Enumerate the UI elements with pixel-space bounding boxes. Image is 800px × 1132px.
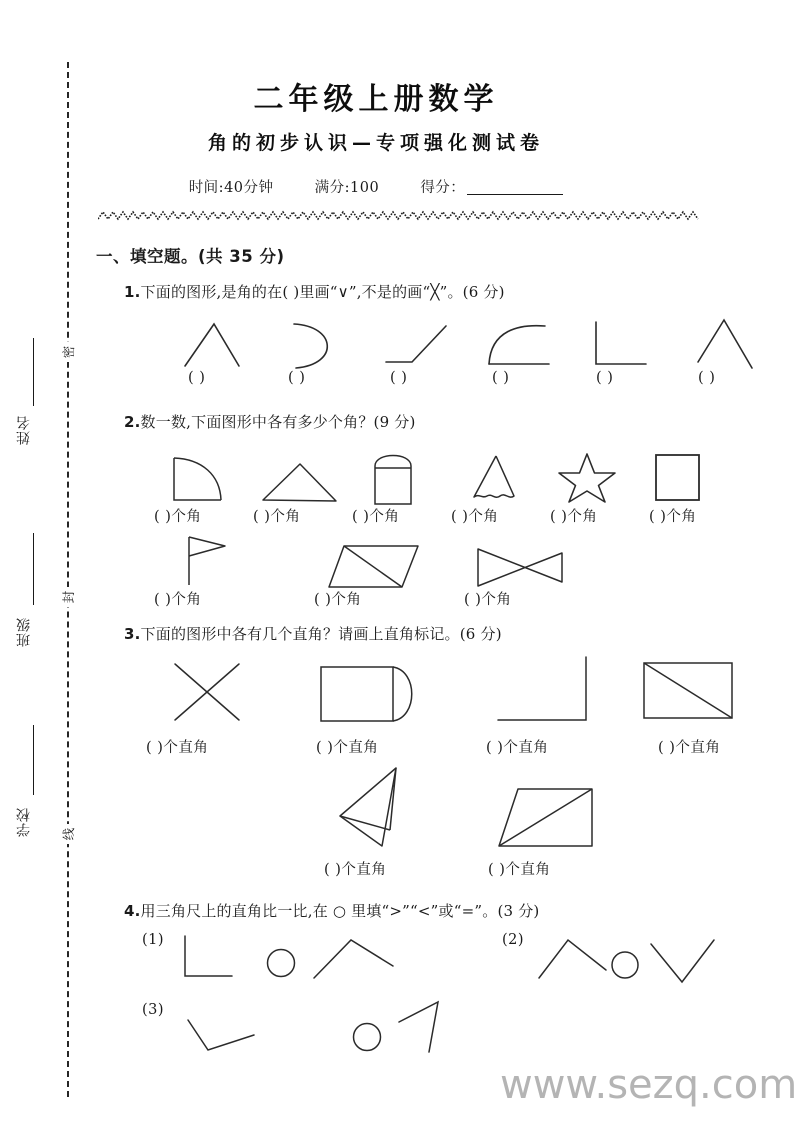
figure-q3-4-square-with-diagonal <box>641 660 737 722</box>
field-label-school: 学校 <box>16 807 32 837</box>
figure-q3-1-cross-x <box>171 660 243 724</box>
figure-q2-1-quarter-circle <box>169 455 229 505</box>
figure-q2-3-arch-rectangle <box>369 450 423 508</box>
figure-q1-6-open-angle <box>694 318 760 372</box>
answer-blank-q1-2[interactable]: ( ) <box>288 370 306 386</box>
figure-q2-8-parallelogram-with-diagonal <box>326 543 422 591</box>
question-1 <box>124 281 505 302</box>
answer-blank-q2-9[interactable]: ( )个角 <box>464 592 512 608</box>
answer-blank-q1-3[interactable]: ( ) <box>390 370 408 386</box>
page-subtitle: 角的初步认识—专项强化测试卷 <box>207 132 544 154</box>
question-2 <box>124 411 416 432</box>
field-label-name: 姓名 <box>16 415 32 445</box>
question-1-number: 1. <box>124 283 141 301</box>
seal-char-mi: 密 <box>56 342 80 362</box>
exam-meta-bar <box>96 176 656 197</box>
school-write-rule <box>33 725 34 795</box>
figure-q2-4-wavy-bottom-triangle <box>466 453 528 505</box>
sealing-margin <box>0 0 96 1132</box>
answer-blank-q1-1[interactable]: ( ) <box>188 370 206 386</box>
question-4-item-3-label: (3) <box>142 1002 165 1018</box>
figure-q4-2-compare-circle[interactable] <box>608 948 642 982</box>
sealing-dashed-line <box>67 62 69 1097</box>
class-write-rule <box>33 533 34 605</box>
figure-q1-2-curve-arc <box>284 320 346 370</box>
figure-q4-1-right-obtuse-angle <box>311 936 399 982</box>
answer-blank-q3-2[interactable]: ( )个直角 <box>316 740 379 756</box>
figure-q2-9-bowtie <box>474 544 568 592</box>
score-blank-rule[interactable] <box>467 194 563 195</box>
site-watermark: www.sezq.com <box>500 1062 798 1108</box>
answer-blank-q2-3[interactable]: ( )个角 <box>352 509 400 525</box>
answer-blank-q3-4[interactable]: ( )个直角 <box>658 740 721 756</box>
exam-total-score: 满分:100 <box>314 180 380 196</box>
figure-q2-2-triangle <box>260 458 340 506</box>
figure-q4-2-left-obtuse-angle <box>536 936 616 982</box>
figure-q1-3-obtuse-angle <box>384 320 454 370</box>
seal-char-xian: 线 <box>56 824 80 844</box>
question-3-number: 3. <box>124 625 141 643</box>
figure-q4-3-compare-circle[interactable] <box>349 1019 385 1055</box>
figure-q2-5-five-point-star <box>556 452 618 504</box>
question-3-text: 下面的图形中各有几个直角？请画上直角标记。(6 分) <box>140 625 502 643</box>
question-1-text: 下面的图形,是角的在( )里画“∨”,不是的画“╳”。(6 分) <box>140 283 505 301</box>
answer-blank-q3-5[interactable]: ( )个直角 <box>324 862 387 878</box>
figure-q1-1-angle-vertex-up <box>181 320 247 370</box>
figure-q3-6-trapezoid-with-diagonal <box>496 786 598 852</box>
question-2-number: 2. <box>124 413 141 431</box>
answer-blank-q2-1[interactable]: ( )个角 <box>154 509 202 525</box>
section-heading-fill-in-blanks: 一、填空题。(共 35 分) <box>96 247 285 266</box>
seal-char-feng: 封 <box>56 587 80 607</box>
answer-blank-q2-5[interactable]: ( )个角 <box>550 509 598 525</box>
question-2-text: 数一数,下面图形中各有多少个角？(9 分) <box>140 413 416 431</box>
figure-q1-5-right-angle <box>590 320 654 370</box>
name-write-rule <box>33 338 34 406</box>
question-4 <box>124 900 539 921</box>
figure-q4-1-left-right-angle <box>180 934 240 982</box>
question-4-item-1-label: (1) <box>142 932 165 948</box>
exam-duration: 时间:40分钟 <box>188 180 274 196</box>
answer-blank-q2-4[interactable]: ( )个角 <box>451 509 499 525</box>
answer-blank-q3-6[interactable]: ( )个直角 <box>488 862 551 878</box>
answer-blank-q1-5[interactable]: ( ) <box>596 370 614 386</box>
answer-blank-q2-6[interactable]: ( )个角 <box>649 509 697 525</box>
figure-q3-5-narrow-triangle-pair <box>334 766 414 852</box>
figure-q3-3-right-angle-corner <box>494 655 592 727</box>
figure-q1-4-arc-with-base <box>483 320 555 370</box>
answer-blank-q2-7[interactable]: ( )个角 <box>154 592 202 608</box>
field-label-class: 班级 <box>16 617 32 647</box>
answer-blank-q3-1[interactable]: ( )个直角 <box>146 740 209 756</box>
figure-q4-2-right-acute-angle <box>648 938 722 986</box>
answer-blank-q2-8[interactable]: ( )个角 <box>314 592 362 608</box>
question-4-text: 用三角尺上的直角比一比,在 ○ 里填“>”“<”或“=”。(3 分) <box>140 902 540 920</box>
figure-q2-7-flag <box>179 535 235 589</box>
figure-q2-6-rectangle <box>652 452 704 504</box>
answer-blank-q1-6[interactable]: ( ) <box>698 370 716 386</box>
figure-q4-1-compare-circle[interactable] <box>264 946 298 980</box>
answer-blank-q3-3[interactable]: ( )个直角 <box>486 740 549 756</box>
answer-blank-q2-2[interactable]: ( )个角 <box>253 509 301 525</box>
exam-score-label: 得分： <box>420 180 466 196</box>
exam-paper <box>96 0 800 1132</box>
figure-q4-3-left-obtuse-angle <box>184 1017 262 1059</box>
question-4-number: 4. <box>124 902 141 920</box>
figure-q3-2-rectangle-with-semicircle <box>318 663 422 725</box>
question-3 <box>124 623 502 644</box>
zigzag-separator <box>98 208 798 222</box>
answer-blank-q1-4[interactable]: ( ) <box>492 370 510 386</box>
figure-q4-3-right-acute-angle <box>396 1000 458 1056</box>
page-title: 二年级上册数学 <box>253 82 499 117</box>
question-4-item-2-label: (2) <box>502 932 525 948</box>
